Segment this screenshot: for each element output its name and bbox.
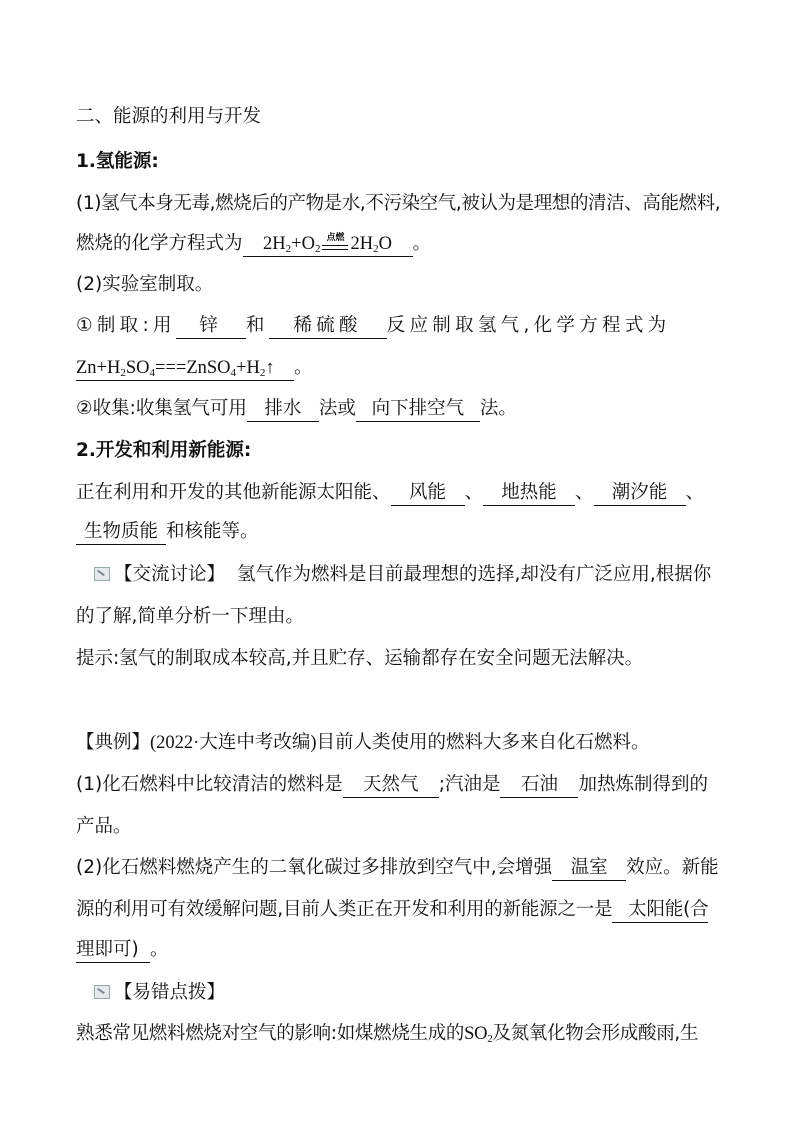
answer-blank-natural-gas: 天然气 [343,773,439,798]
section-marker-icon [94,567,110,581]
answer-blank-water-displacement: 排水 [247,397,319,422]
answer-blank-greenhouse: 温室 [552,856,626,881]
section-marker-icon [94,985,110,999]
section-title: 二、能源的利用与开发 [76,106,262,127]
para-collection: ②收集:收集氢气可用 排水 法或 向下排空气 法。 [76,396,517,422]
answer-blank-petroleum: 石油 [500,773,578,798]
discussion-cont: 的了解,简单分析一下理由。 [76,606,304,627]
heading-hydrogen: 1.氢能源: [76,151,159,172]
answer-blank-geothermal: 地热能 [483,481,575,506]
example-q2-cont: 源的利用可有效缓解问题,目前人类正在开发和利用的新能源之一是 太阳能(合 [76,897,708,923]
reaction-condition: 点燃 [320,232,350,256]
example-intro: 【典例】(2022·大连中考改编)目前人类使用的燃料大多来自化石燃料。 [76,732,650,753]
para-hydrogen-intro: (1)氢气本身无毒,燃烧后的产物是水,不污染空气,被认为是理想的清洁、高能燃料, [76,193,721,214]
answer-blank-zinc: 锌 [176,314,246,339]
tip-heading: 【易错点拨】 [94,980,225,1006]
answer-blank-tidal: 潮汐能 [594,481,686,506]
answer-blank-wind: 风能 [391,481,465,506]
answer-blank-solar-a: 太阳能(合 [612,898,708,923]
example-q2: (2)化石燃料燃烧产生的二氧化碳过多排放到空气中,会增强 温室 效应。新能 [76,855,719,881]
answer-blank-sulfuric-acid: 稀硫酸 [269,314,387,339]
example-q2-end: 理即可) 。 [76,937,169,963]
answer-blank-downward-air: 向下排空气 [356,397,480,422]
answer-blank-solar-b: 理即可) [76,938,150,963]
answer-blank-zinc-equation: $Zn+H_2SO_4===ZnSO_4+H_2↑$ [76,356,294,381]
tip-text: 熟悉常见燃料燃烧对空气的影响:如煤燃烧生成的$SO_2$及氮氧化物会形成酸雨,生 [76,1023,699,1045]
answer-blank-biomass: 生物质能 [76,520,166,545]
para-preparation: ①制取:用 锌 和 稀硫酸 反应制取氢气,化学方程式为 [76,313,670,339]
para-zinc-equation: $Zn+H_2SO_4===ZnSO_4+H_2↑$ 。 [76,357,313,379]
example-q1-cont: 产品。 [76,816,132,837]
hint: 提示:氢气的制取成本较高,并且贮存、运输都存在安全问题无法解决。 [76,648,644,669]
answer-blank-combustion-equation: $2H_2+O_2$ 点燃 $2H_2O$ [243,232,413,257]
para-lab-preparation: (2)实验室制取。 [76,274,214,295]
discussion: 【交流讨论】 氢气作为燃料是目前最理想的选择,却没有广泛应用,根据你 [94,562,711,588]
para-new-energy-cont: 生物质能 和核能等。 [76,519,259,545]
heading-new-energy: 2.开发和利用新能源: [76,440,252,461]
example-q1: (1)化石燃料中比较清洁的燃料是 天然气 ;汽油是 石油 加热炼制得到的 [76,772,708,798]
para-new-energy: 正在利用和开发的其他新能源太阳能、 风能 、 地热能 、 潮汐能 、 [76,480,704,506]
para-combustion-equation: 燃烧的化学方程式为 $2H_2+O_2$ 点燃 $2H_2O$ 。 [76,233,432,255]
